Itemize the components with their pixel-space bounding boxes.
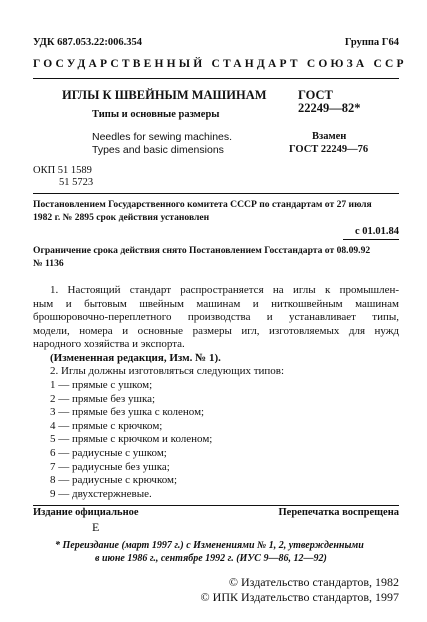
para1-line2: ным и бытовым швейным машинам и ниткошвейным машинам (33, 297, 399, 310)
banner-rule (33, 78, 399, 79)
official-edition: Издание официальное (33, 507, 139, 518)
decree-line-1: Постановлением Государственного комитета СССР по стандартам от 27 июля (33, 199, 372, 210)
para1-line4: модели, номера и основные размеры игл, изготовляемых для нужд (33, 324, 399, 337)
para2: 2. Иглы должны изготовляться следующих типов: (50, 365, 285, 377)
list-item: 9 — двухстержневые. (50, 487, 152, 500)
decree-line-2: 1982 г. № 2895 срок действия установлен (33, 212, 210, 223)
list-item: 3 — прямые без ушка с коленом; (50, 406, 205, 419)
effective-date: с 01.01.84 (354, 226, 399, 237)
gost-number: 22249—82* (298, 101, 361, 115)
list-item: 5 — прямые с крючком и коленом; (50, 433, 213, 446)
replaces-label: Взамен (312, 131, 347, 142)
okp-code-1: ОКП 51 1589 (33, 165, 92, 176)
english-title-line1: Needles for sewing machines. (92, 131, 233, 143)
limit-line-1: Ограничение срока действия снято Постановлением Госстандарта от 08.09.92 (33, 245, 371, 256)
list-item: 6 — радиусные с ушком; (50, 446, 167, 459)
page-title: ИГЛЫ К ШВЕЙНЫМ МАШИНАМ (62, 88, 267, 102)
list-item: 2 — прямые без ушка; (50, 392, 156, 405)
reprint-notice: Перепечатка воспрещена (278, 507, 399, 518)
list-item: 7 — радиусные без ушка; (50, 460, 170, 473)
okp-code-2: 51 5723 (59, 177, 94, 188)
footer-rule (33, 505, 399, 506)
list-item: 8 — радиусные с крючком; (50, 474, 178, 487)
section-rule (33, 193, 399, 194)
types-list (50, 379, 212, 501)
reissue-note-line2: в июне 1986 г., сентябре 1992 г. (ИУС 9—86, 12—92) (95, 553, 327, 564)
para1-line1: 1. Настоящий стандарт распространяется на иглы к промышлен- (50, 284, 399, 296)
para1-line3: брошюровочно-переплетного производства и устанавливает типы, (33, 311, 399, 324)
revision-note: (Измененная редакция, Изм. № 1). (50, 352, 221, 364)
replaces-standard: ГОСТ 22249—76 (289, 144, 369, 155)
reissue-note-line1: * Переиздание (март 1997 г.) с Изменениями № 1, 2, утвержденными (55, 540, 364, 551)
udk-code: УДК 687.053.22:006.354 (33, 37, 142, 48)
date-underline (343, 239, 399, 240)
english-title-line2: Types and basic dimensions (92, 144, 224, 156)
limit-line-2: № 1136 (33, 258, 64, 269)
edition-letter: E (92, 520, 100, 534)
list-item: 4 — прямые с крючком; (50, 419, 163, 432)
group-code: Группа Г64 (344, 37, 399, 48)
page-subtitle: Типы и основные размеры (92, 109, 220, 120)
copyright-1997: © ИПК Издательство стандартов, 1997 (200, 590, 399, 604)
standard-banner: ГОСУДАРСТВЕННЫЙ СТАНДАРТ СОЮЗА ССР (33, 58, 407, 70)
list-item: 1 — прямые с ушком; (50, 379, 153, 391)
copyright-1982: © Издательство стандартов, 1982 (228, 575, 399, 589)
para1-line5: народного хозяйства и экспорта. (33, 338, 185, 351)
gost-label: ГОСТ (298, 88, 333, 102)
